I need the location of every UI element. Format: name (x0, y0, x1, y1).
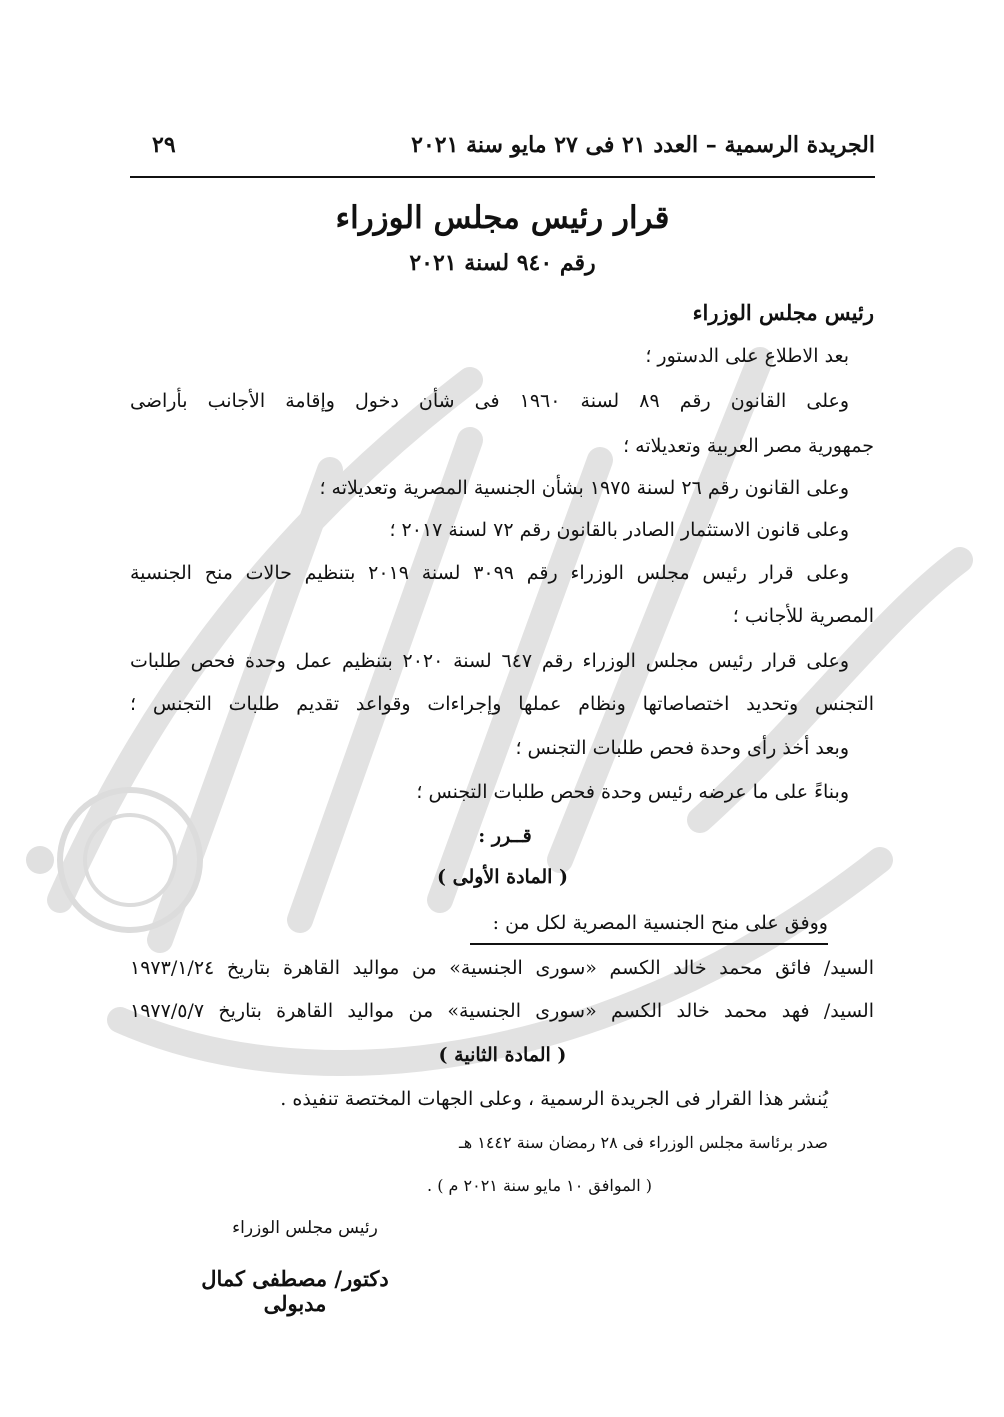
preamble-line: وعلى القانون رقم ٢٦ لسنة ١٩٧٥ بشأن الجنسية المصرية وتعديلاته ؛ (319, 477, 849, 499)
preamble-line: بعد الاطلاع على الدستور ؛ (645, 345, 849, 367)
decree-number: رقم ٩٤٠ لسنة ٢٠٢١ (409, 250, 596, 276)
preamble-line: وعلى قانون الاستثمار الصادر بالقانون رقم ٧٢ لسنة ٢٠١٧ ؛ (389, 519, 849, 541)
signatory-title: رئيس مجلس الوزراء (232, 1218, 378, 1238)
preamble-line: وعلى قرار رئيس مجلس الوزراء رقم ٦٤٧ لسنة ٢٠٢٠ بتنظيم عمل وحدة فحص طلبات (130, 650, 849, 672)
article-2-heading: ( المادة الثانية ) (438, 1044, 567, 1066)
preamble-line: وعلى القانون رقم ٨٩ لسنة ١٩٦٠ فى شأن دخول وإقامة الأجانب بأراضى (130, 390, 849, 412)
header-divider (130, 176, 875, 178)
preamble-heading: رئيس مجلس الوزراء (692, 300, 874, 325)
decided-heading: قــرر : (478, 825, 532, 847)
preamble-line: وبناءً على ما عرضه رئيس وحدة فحص طلبات التجنس ؛ (416, 781, 849, 803)
page-header (130, 128, 875, 168)
journal-header: الجريدة الرسمية – العدد ٢١ فى ٢٧ مايو سنة ٢٠٢١ (411, 132, 875, 158)
article-2-text: يُنشر هذا القرار فى الجريدة الرسمية ، وعلى الجهات المختصة تنفيذه . (280, 1088, 828, 1110)
preamble-line: المصرية للأجانب ؛ (732, 605, 874, 627)
preamble-line: جمهورية مصر العربية وتعديلاته ؛ (623, 435, 874, 457)
corresponding-date: ( الموافق ١٠ مايو سنة ٢٠٢١ م ) . (427, 1176, 652, 1195)
preamble-line: التجنس وتحديد اختصاصاتها ونظام عملها وإجراءات وقواعد تقديم طلبات التجنس ؛ (130, 693, 874, 715)
page-number: ٢٩ (152, 132, 176, 158)
preamble-line: وبعد أخذ رأى وحدة فحص طلبات التجنس ؛ (515, 737, 849, 759)
decree-title: قرار رئيس مجلس الوزراء (335, 200, 670, 236)
person-entry: السيد/ فهد محمد خالد الكسم «سورى الجنسية» من مواليد القاهرة بتاريخ ١٩٧٧/٥/٧ (130, 1000, 874, 1022)
article-1-heading: ( المادة الأولى ) (437, 866, 568, 888)
intro-underline (470, 943, 828, 945)
signatory-name: دكتور/ مصطفى كمال مدبولى (201, 1266, 389, 1316)
preamble-line: وعلى قرار رئيس مجلس الوزراء رقم ٣٠٩٩ لسنة ٢٠١٩ بتنظيم حالات منح الجنسية (130, 562, 849, 584)
article-1-intro: ووفق على منح الجنسية المصرية لكل من : (492, 912, 828, 934)
person-entry: السيد/ فائق محمد خالد الكسم «سورى الجنسية» من مواليد القاهرة بتاريخ ١٩٧٣/١/٢٤ (130, 957, 874, 979)
issued-line: صدر برئاسة مجلس الوزراء فى ٢٨ رمضان سنة ١٤٤٢ هـ (459, 1133, 828, 1152)
